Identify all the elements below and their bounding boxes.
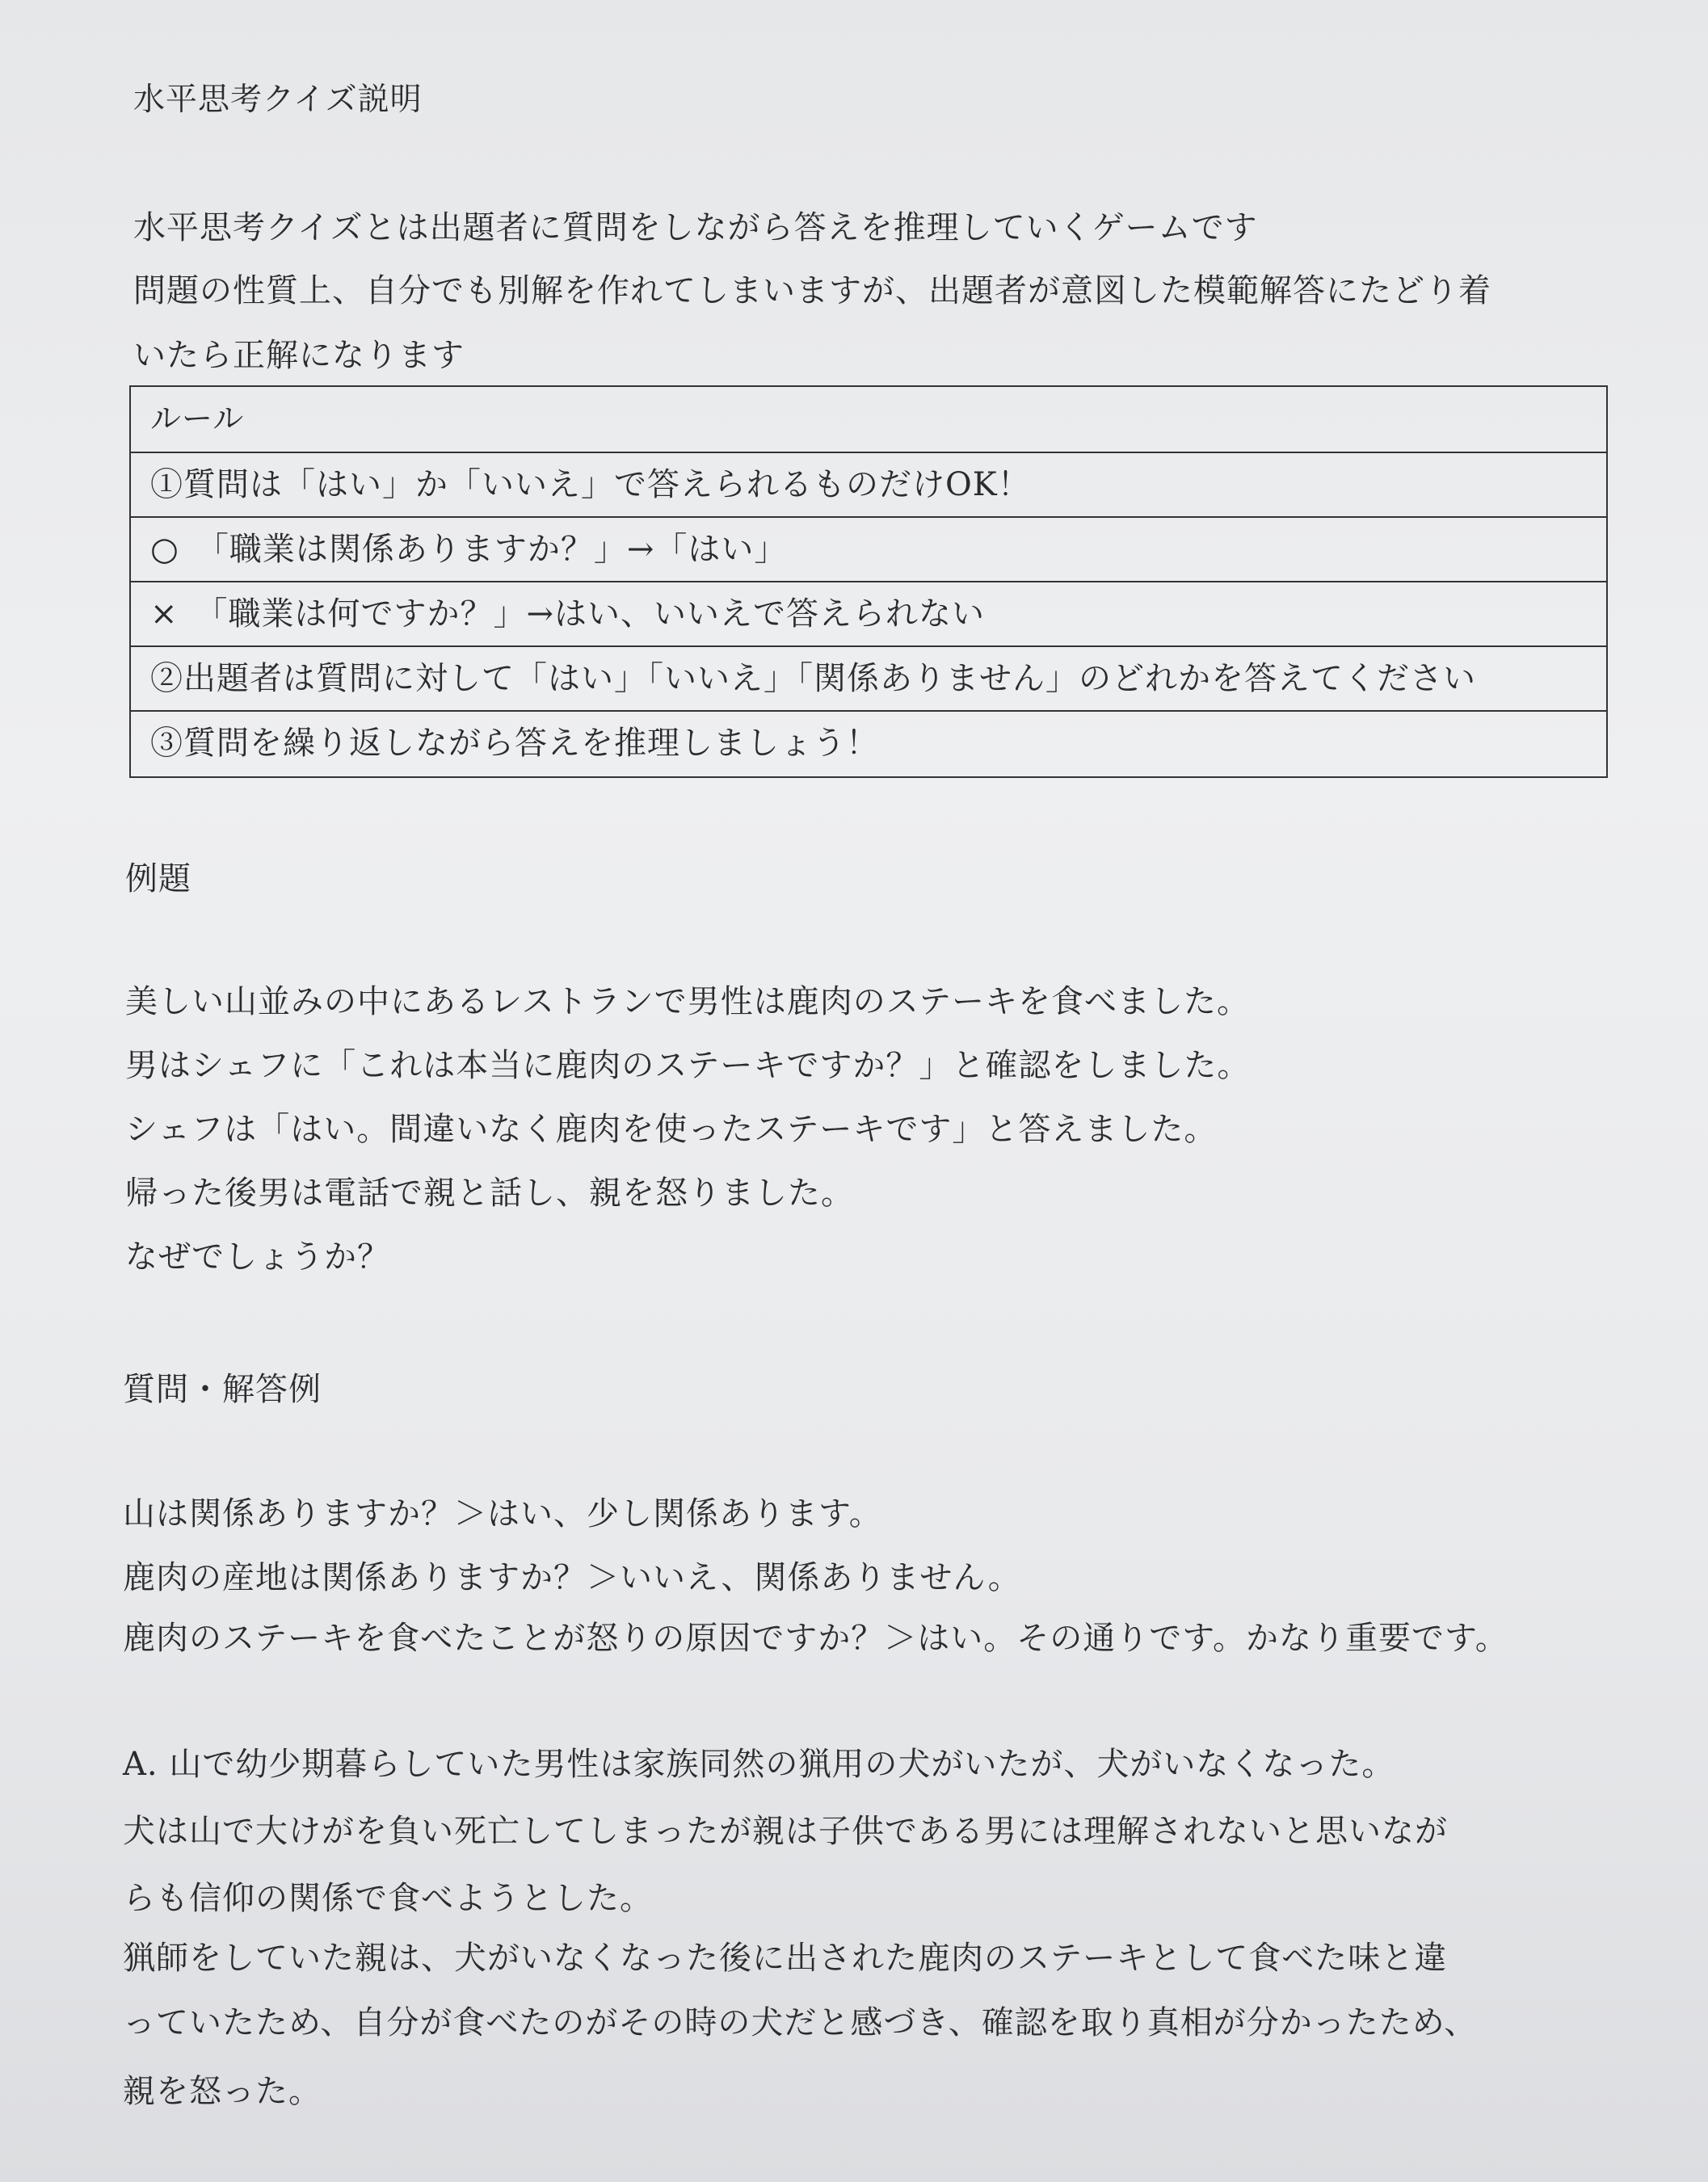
answer-line: っていたため、自分が食べたのがその時の犬だと感づき、確認を取り真相が分かったため、 xyxy=(123,2004,1478,2041)
answer-line: 犬は山で大けがを負い死亡してしまったが親は子供である男には理解されないと思いなが xyxy=(123,1813,1448,1850)
intro-line: 問題の性質上、自分でも別解を作れてしまいますが、出題者が意図した模範解答にたどり着 xyxy=(133,272,1491,309)
rule-row: ②出題者は質問に対して「はい」「いいえ」「関係ありません」のどれかを答えてください xyxy=(131,647,1606,712)
intro-line: 水平思考クイズとは出題者に質問をしながら答えを推理していくゲームです xyxy=(133,209,1258,246)
rule-row: ○ 「職業は関係ありますか？」→「はい」 xyxy=(131,518,1606,582)
answer-line: 親を怒った。 xyxy=(123,2073,322,2110)
document-title: 水平思考クイズ説明 xyxy=(133,82,423,118)
answer-line: 猟師をしていた親は、犬がいなくなった後に出された鹿肉のステーキとして食べた味と違 xyxy=(123,1940,1448,1977)
example-line: 帰った後男は電話で親と話し、親を怒りました。 xyxy=(125,1175,854,1212)
rule-row: ①質問は「はい」か「いいえ」で答えられるものだけOK！ xyxy=(131,453,1606,518)
rules-header: ルール xyxy=(131,387,1606,453)
example-line: 男はシェフに「これは本当に鹿肉のステーキですか？」と確認をしました。 xyxy=(125,1047,1251,1084)
qa-heading: 質問・解答例 xyxy=(123,1371,322,1408)
rules-table xyxy=(129,385,1608,778)
qa-line: 鹿肉の産地は関係ありますか？＞いいえ、関係ありません。 xyxy=(123,1559,1021,1596)
qa-line: 山は関係ありますか？＞はい、少し関係あります。 xyxy=(123,1495,882,1532)
rule-row: × 「職業は何ですか？」→はい、いいえで答えられない xyxy=(131,582,1606,647)
qa-line: 鹿肉のステーキを食べたことが怒りの原因ですか？＞はい。その通りです。かなり重要です。 xyxy=(123,1620,1508,1657)
example-line: なぜでしょうか？ xyxy=(125,1238,390,1276)
rule-row: ③質問を繰り返しながら答えを推理しましょう！ xyxy=(150,725,879,762)
intro-line: いたら正解になります xyxy=(133,337,465,374)
example-line: 美しい山並みの中にあるレストランで男性は鹿肉のステーキを食べました。 xyxy=(125,983,1250,1020)
example-line: シェフは「はい。間違いなく鹿肉を使ったステーキです」と答えました。 xyxy=(125,1111,1218,1148)
example-heading: 例題 xyxy=(125,860,191,898)
answer-line: らも信仰の関係で食べようとした。 xyxy=(123,1880,653,1917)
answer-line: A. 山で幼少期暮らしていた男性は家族同然の猟用の犬がいたが、犬がいなくなった。 xyxy=(123,1746,1395,1783)
